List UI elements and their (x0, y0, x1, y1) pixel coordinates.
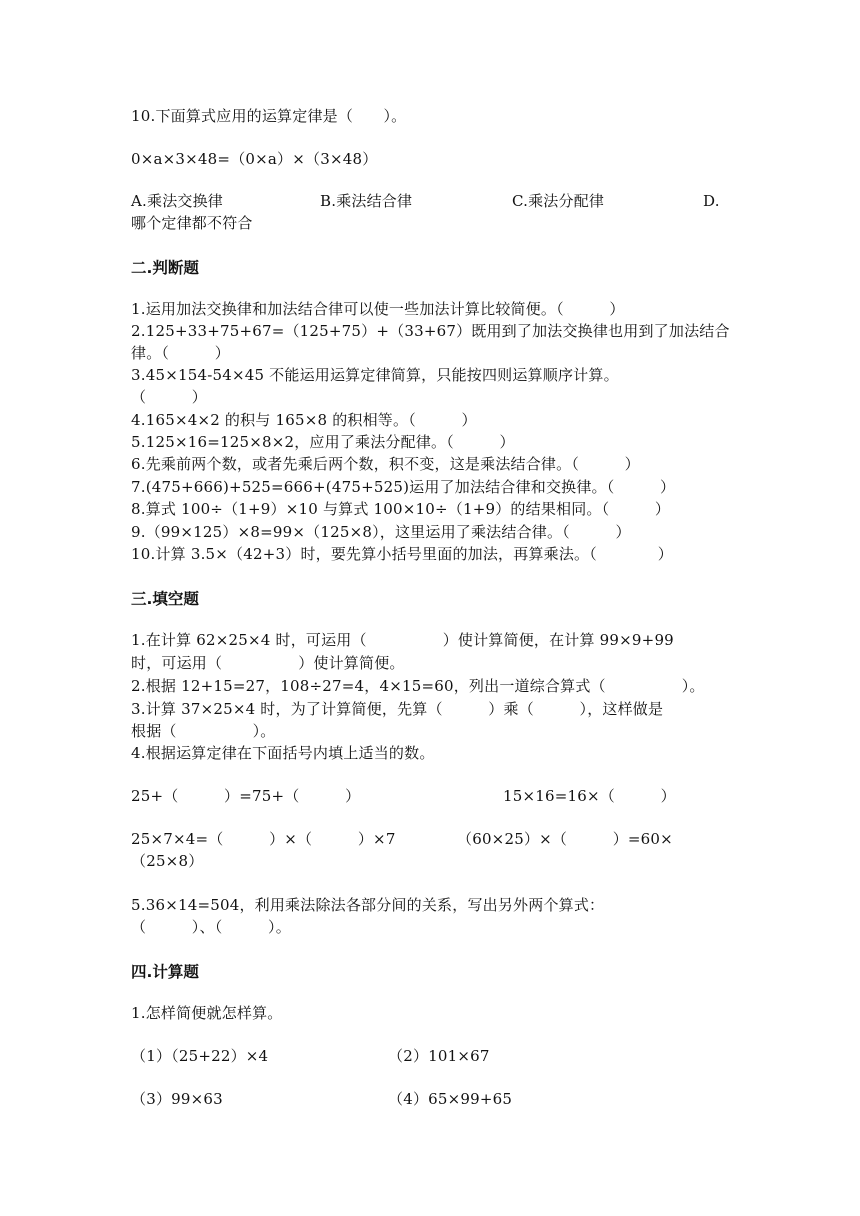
option-d: D. (703, 192, 720, 210)
fill-item-1-line2: 时，可运用（ ）使计算简便。 (131, 654, 405, 672)
calc-problem-3: （3）99×63 (131, 1090, 223, 1108)
section-title-calculation: 四.计算题 (131, 963, 199, 981)
fill-item-3-line1: 3.计算 37×25×4 时，为了计算简便，先算（ ）乘（ ），这样做是 (131, 700, 664, 718)
judgement-item: （ ） (131, 388, 208, 406)
question-10: 10.下面算式应用的运算定律是（ ）。 (131, 107, 407, 125)
judgement-item: 律。（ ） (131, 344, 230, 362)
fill-item-1-line1: 1.在计算 62×25×4 时，可运用（ ）使计算简便，在计算 99×9+99 (131, 631, 674, 649)
calc-intro: 1.怎样简便就怎样算。 (131, 1004, 283, 1022)
section-title-judgement: 二.判断题 (131, 259, 199, 277)
option-c: C.乘法分配律 (512, 192, 605, 210)
judgement-item: 2.125+33+75+67=（125+75）+（33+67）既用到了加法交换律也用到了加法结合 (131, 322, 730, 340)
fill-item-4: 4.根据运算定律在下面括号内填上适当的数。 (131, 744, 435, 762)
fill-item-4-eq4: （60×25）×（ ）=60× (457, 830, 673, 848)
fill-item-4-eq4-cont: （25×8） (131, 852, 204, 870)
option-b: B.乘法结合律 (320, 192, 413, 210)
question-10-expression: 0×a×3×48=（0×a）×（3×48） (131, 150, 378, 168)
fill-item-4-eq3: 25×7×4=（ ）×（ ）×7 (131, 830, 396, 848)
judgement-item: 4.165×4×2 的积与 165×8 的积相等。（ ） (131, 411, 477, 429)
fill-item-5-line1: 5.36×14=504，利用乘法除法各部分间的关系，写出另外两个算式： (131, 896, 605, 914)
fill-item-5-line2: （ ）、（ ）。 (131, 918, 291, 936)
judgement-item: 9.（99×125）×8=99×（125×8），这里运用了乘法结合律。（ ） (131, 523, 631, 541)
judgement-item: 5.125×16=125×8×2，应用了乘法分配律。（ ） (131, 433, 515, 451)
calc-problem-1: （1）（25+22）×4 (131, 1047, 269, 1065)
fill-item-4-eq1: 25+（ ）=75+（ ） (131, 787, 361, 805)
option-a: A.乘法交换律 (131, 192, 224, 210)
judgement-item: 6.先乘前两个数，或者先乘后两个数，积不变，这是乘法结合律。（ ） (131, 455, 640, 473)
judgement-item: 8.算式 100÷（1+9）×10 与算式 100×10÷（1+9）的结果相同。（ ） (131, 500, 671, 518)
fill-item-4-eq2: 15×16=16×（ ） (503, 787, 676, 805)
fill-item-3-line2: 根据（ ）。 (131, 722, 276, 740)
section-title-fill-blank: 三.填空题 (131, 590, 199, 608)
judgement-item: 1.运用加法交换律和加法结合律可以使一些加法计算比较简便。（ ） (131, 300, 625, 318)
calc-problem-2: （2）101×67 (388, 1047, 490, 1065)
judgement-item: 3.45×154-54×45 不能运用运算定律简算，只能按四则运算顺序计算。 (131, 366, 619, 384)
judgement-item: 7.(475+666)+525=666+(475+525)运用了加法结合律和交换律。（ ） (131, 478, 676, 496)
judgement-item: 10.计算 3.5×（42+3）时，要先算小括号里面的加法，再算乘法。（ ） (131, 545, 673, 563)
calc-problem-4: （4）65×99+65 (388, 1090, 513, 1108)
option-d-text: 哪个定律都不符合 (131, 214, 253, 232)
fill-item-2: 2.根据 12+15=27，108÷27=4，4×15=60，列出一道综合算式（ ）。 (131, 677, 705, 695)
